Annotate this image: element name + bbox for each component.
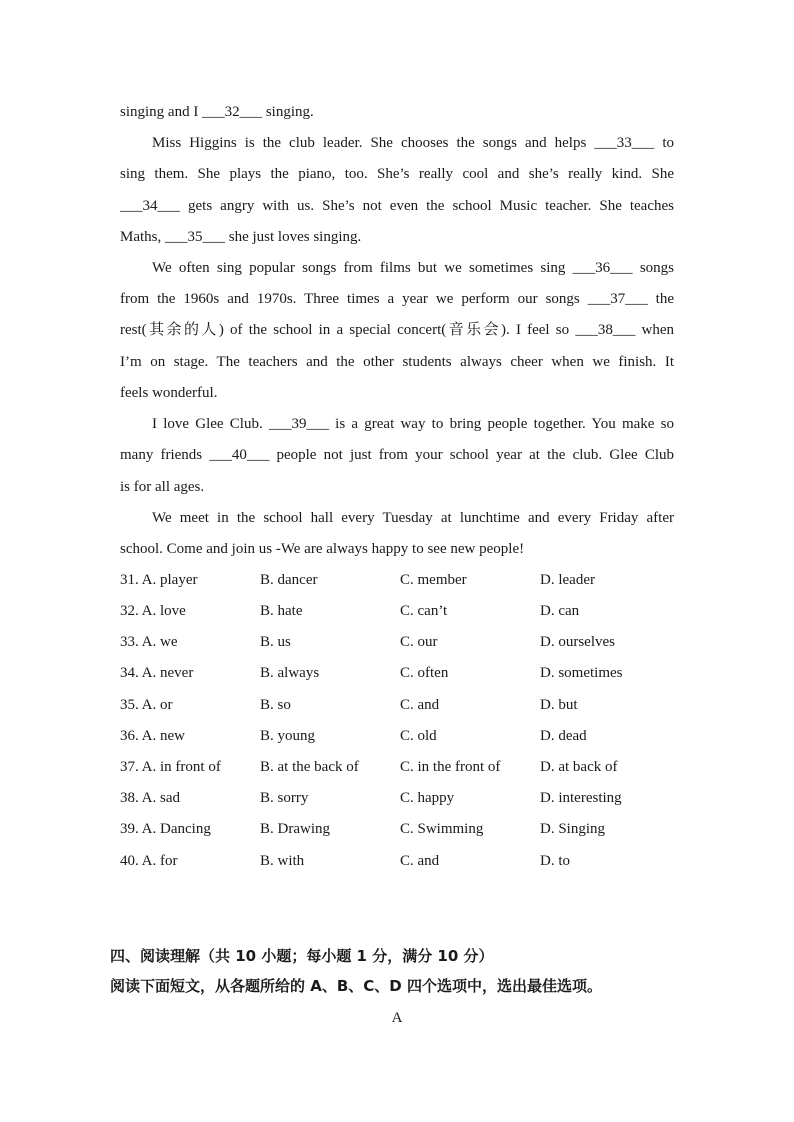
option-c: C. our — [400, 634, 438, 650]
passage-line: singing and I ___32___ singing. — [120, 104, 314, 120]
option-c: C. often — [400, 665, 449, 681]
passage-line: is for all ages. — [120, 479, 205, 495]
passage-line: Miss Higgins is the club leader. She chooses the songs and helps ___33___ to — [152, 135, 674, 151]
passage-line: ___34___ gets angry with us. She’s not even the school Music teacher. She teaches — [120, 198, 674, 214]
option-a: 31. A. player — [120, 572, 198, 588]
question-row — [120, 632, 680, 652]
passage-line: from the 1960s and 1970s. Three times a year we perform our songs ___37___ the — [120, 291, 674, 307]
option-c: C. happy — [400, 790, 455, 806]
option-c: C. Swimming — [400, 821, 484, 837]
option-d: D. can — [540, 603, 580, 619]
question-row — [120, 695, 680, 715]
option-d: D. ourselves — [540, 634, 615, 650]
option-d: D. to — [540, 853, 570, 869]
option-c: C. and — [400, 697, 440, 713]
question-row — [120, 663, 680, 683]
passage-line: many friends ___40___ people not just from your school year at the club. Glee Club — [120, 447, 674, 463]
passage-line: We meet in the school hall every Tuesday at lunchtime and every Friday after — [152, 510, 674, 526]
option-b: B. dancer — [260, 572, 318, 588]
option-c: C. can’t — [400, 603, 448, 619]
passage-line: sing them. She plays the piano, too. She’s really cool and she’s really kind. She — [120, 166, 674, 182]
option-c: C. member — [400, 572, 467, 588]
option-d: D. but — [540, 697, 578, 713]
option-b: B. with — [260, 853, 305, 869]
option-b: B. hate — [260, 603, 303, 619]
option-a: 36. A. new — [120, 728, 185, 744]
option-d: D. at back of — [540, 759, 618, 775]
passage-line: I’m on stage. The teachers and the other students always cheer when we finish. It — [120, 354, 674, 370]
option-a: 33. A. we — [120, 634, 178, 650]
option-c: C. old — [400, 728, 437, 744]
option-a: 34. A. never — [120, 665, 194, 681]
question-row — [120, 726, 680, 746]
option-d: D. Singing — [540, 821, 606, 837]
option-b: B. at the back of — [260, 759, 359, 775]
passage-line: Maths, ___35___ she just loves singing. — [120, 229, 362, 245]
part-label: A — [391, 1010, 403, 1026]
question-row — [120, 851, 680, 871]
option-d: D. sometimes — [540, 665, 623, 681]
option-b: B. us — [260, 634, 291, 650]
question-row — [120, 601, 680, 621]
option-a: 32. A. love — [120, 603, 186, 619]
passage-line: school. Come and join us -We are always happy to see new people! — [120, 541, 525, 557]
option-d: D. dead — [540, 728, 587, 744]
passage-line: rest(其余的人) of the school in a special concert(音乐会). I feel so ___38___ when — [120, 322, 674, 338]
question-row — [120, 819, 680, 839]
question-row — [120, 757, 680, 777]
option-d: D. interesting — [540, 790, 622, 806]
option-a: 40. A. for — [120, 853, 178, 869]
passage-line: We often sing popular songs from films but we sometimes sing ___36___ songs — [152, 260, 674, 276]
question-row — [120, 788, 680, 808]
passage-line: feels wonderful. — [120, 385, 218, 401]
option-a: 37. A. in front of — [120, 759, 221, 775]
option-b: B. so — [260, 697, 291, 713]
option-b: B. sorry — [260, 790, 309, 806]
option-c: C. and — [400, 853, 440, 869]
option-a: 39. A. Dancing — [120, 821, 211, 837]
option-c: C. in the front of — [400, 759, 501, 775]
option-b: B. always — [260, 665, 320, 681]
option-b: B. young — [260, 728, 316, 744]
section-instruction: 阅读下面短文，从各题所给的 A、B、C、D 四个选项中，选出最佳选项。 — [110, 977, 602, 995]
question-row — [120, 570, 680, 590]
option-b: B. Drawing — [260, 821, 330, 837]
passage-line: I love Glee Club. ___39___ is a great way to bring people together. You make so — [152, 416, 674, 432]
section-title: 四、阅读理解（共 10 小题；每小题 1 分，满分 10 分） — [110, 947, 494, 965]
option-a: 35. A. or — [120, 697, 173, 713]
option-a: 38. A. sad — [120, 790, 180, 806]
option-d: D. leader — [540, 572, 595, 588]
